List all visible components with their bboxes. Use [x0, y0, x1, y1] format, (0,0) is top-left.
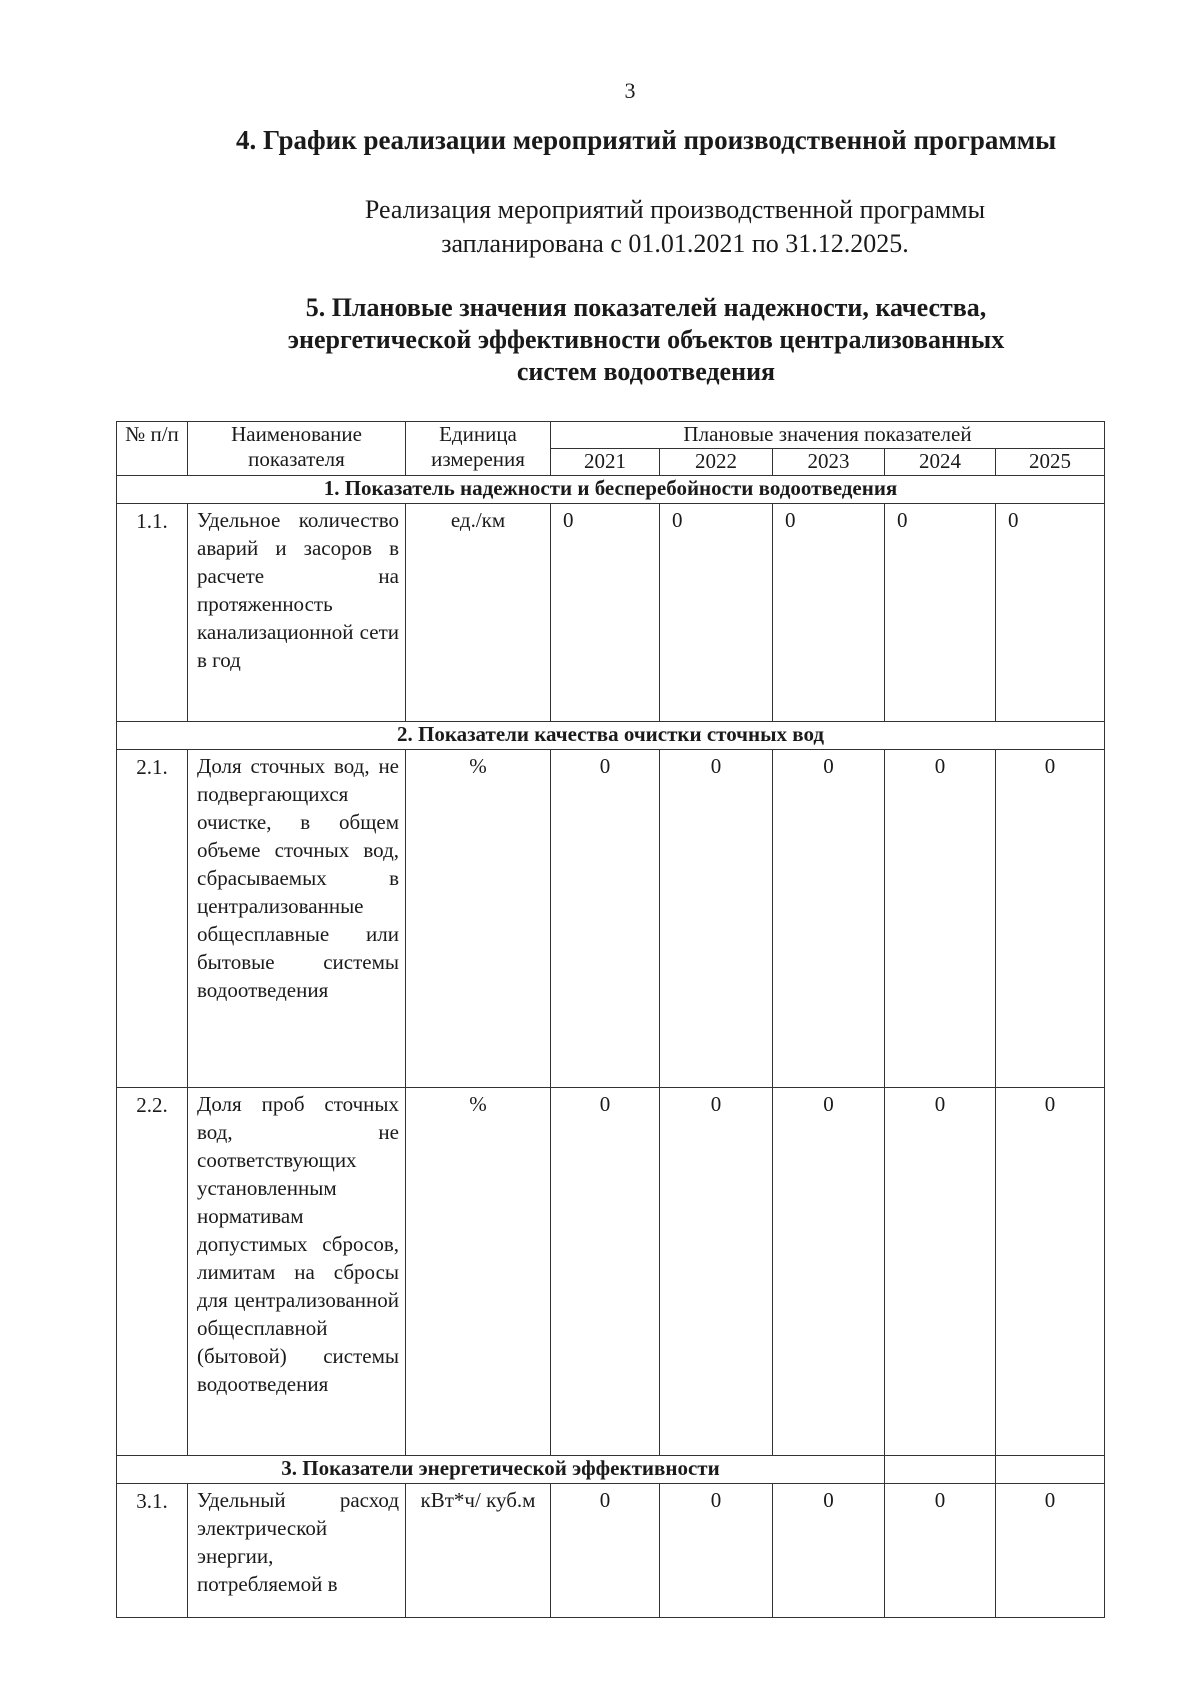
- row-unit: %: [406, 750, 551, 1088]
- section-4-text-line-2: запланирована с 01.01.2021 по 31.12.2025.: [441, 229, 909, 258]
- section-row: [117, 476, 1105, 504]
- section-5-title-line-3: систем водоотведения: [516, 357, 776, 386]
- row-num: 2.1.: [117, 750, 188, 1088]
- section-title: 1. Показатель надежности и бесперебойности водоотведения: [117, 476, 1105, 504]
- row-name: Доля сточных вод, не подвергающихся очистке, в общем объеме сточных вод, сбрасываемых в централизованные общесплавные или бытовые системы водоотведения: [188, 750, 406, 1088]
- section-4-title: 4. График реализации мероприятий производственной программы: [236, 125, 1057, 155]
- header-name: Наименование показателя: [188, 422, 406, 476]
- row-unit: ед./км: [406, 504, 551, 722]
- row-value: 0: [551, 1088, 660, 1456]
- header-num: № п/п: [117, 422, 188, 476]
- table-row: [117, 1484, 1105, 1618]
- row-value: 0: [660, 1484, 773, 1618]
- row-value: 0: [885, 750, 996, 1088]
- section-5-title: [236, 292, 1056, 388]
- table-header-row: [117, 422, 1105, 449]
- header-year: 2025: [996, 449, 1105, 476]
- table-row: [117, 504, 1105, 722]
- row-value: 0: [551, 504, 660, 722]
- row-value: 0: [885, 504, 996, 722]
- row-unit: кВт*ч/ куб.м: [406, 1484, 551, 1618]
- row-num: 2.2.: [117, 1088, 188, 1456]
- row-unit: %: [406, 1088, 551, 1456]
- row-value: 0: [660, 750, 773, 1088]
- row-value: 0: [660, 504, 773, 722]
- page-number: 3: [624, 78, 636, 103]
- empty-cell: [885, 1456, 996, 1484]
- row-value: 0: [660, 1088, 773, 1456]
- section-row: [117, 722, 1105, 750]
- header-unit: Единица измерения: [406, 422, 551, 476]
- table-row: [117, 750, 1105, 1088]
- row-value: 0: [996, 750, 1105, 1088]
- row-num: 1.1.: [117, 504, 188, 722]
- row-value: 0: [885, 1484, 996, 1618]
- row-value: 0: [996, 504, 1105, 722]
- empty-cell: [996, 1456, 1105, 1484]
- row-value: 0: [551, 750, 660, 1088]
- section-title: 2. Показатели качества очистки сточных вод: [117, 722, 1105, 750]
- row-name: Доля проб сточных вод, не соответствующих установленным нормативам допустимых сбросов, лимитам на сбросы для централизованной общесплавной (бытовой) системы водоотведения: [188, 1088, 406, 1456]
- section-4-text-line-1: Реализация мероприятий производственной программы: [364, 195, 986, 224]
- section-5-title-line-1: 5. Плановые значения показателей надежности, качества,: [305, 293, 987, 322]
- row-value: 0: [551, 1484, 660, 1618]
- row-value: 0: [773, 750, 885, 1088]
- row-value: 0: [996, 1484, 1105, 1618]
- header-year: 2024: [885, 449, 996, 476]
- row-value: 0: [773, 504, 885, 722]
- row-value: 0: [885, 1088, 996, 1456]
- section-5-title-line-2: энергетической эффективности объектов централизованных: [287, 325, 1005, 354]
- section-4-text: [290, 193, 1060, 261]
- header-year: 2023: [773, 449, 885, 476]
- row-value: 0: [773, 1088, 885, 1456]
- section-title: 3. Показатели энергетической эффективности: [117, 1456, 885, 1484]
- row-value: 0: [996, 1088, 1105, 1456]
- header-year: 2021: [551, 449, 660, 476]
- row-name: Удельный расход электрической энергии, потребляемой в: [188, 1484, 406, 1618]
- row-value: 0: [773, 1484, 885, 1618]
- row-num: 3.1.: [117, 1484, 188, 1618]
- header-planned-values: Плановые значения показателей: [551, 422, 1105, 449]
- header-year: 2022: [660, 449, 773, 476]
- indicators-table: [116, 421, 1105, 1618]
- section-row: [117, 1456, 1105, 1484]
- row-name: Удельное количество аварий и засоров в расчете на протяженность канализационной сети в год: [188, 504, 406, 722]
- table-row: [117, 1088, 1105, 1456]
